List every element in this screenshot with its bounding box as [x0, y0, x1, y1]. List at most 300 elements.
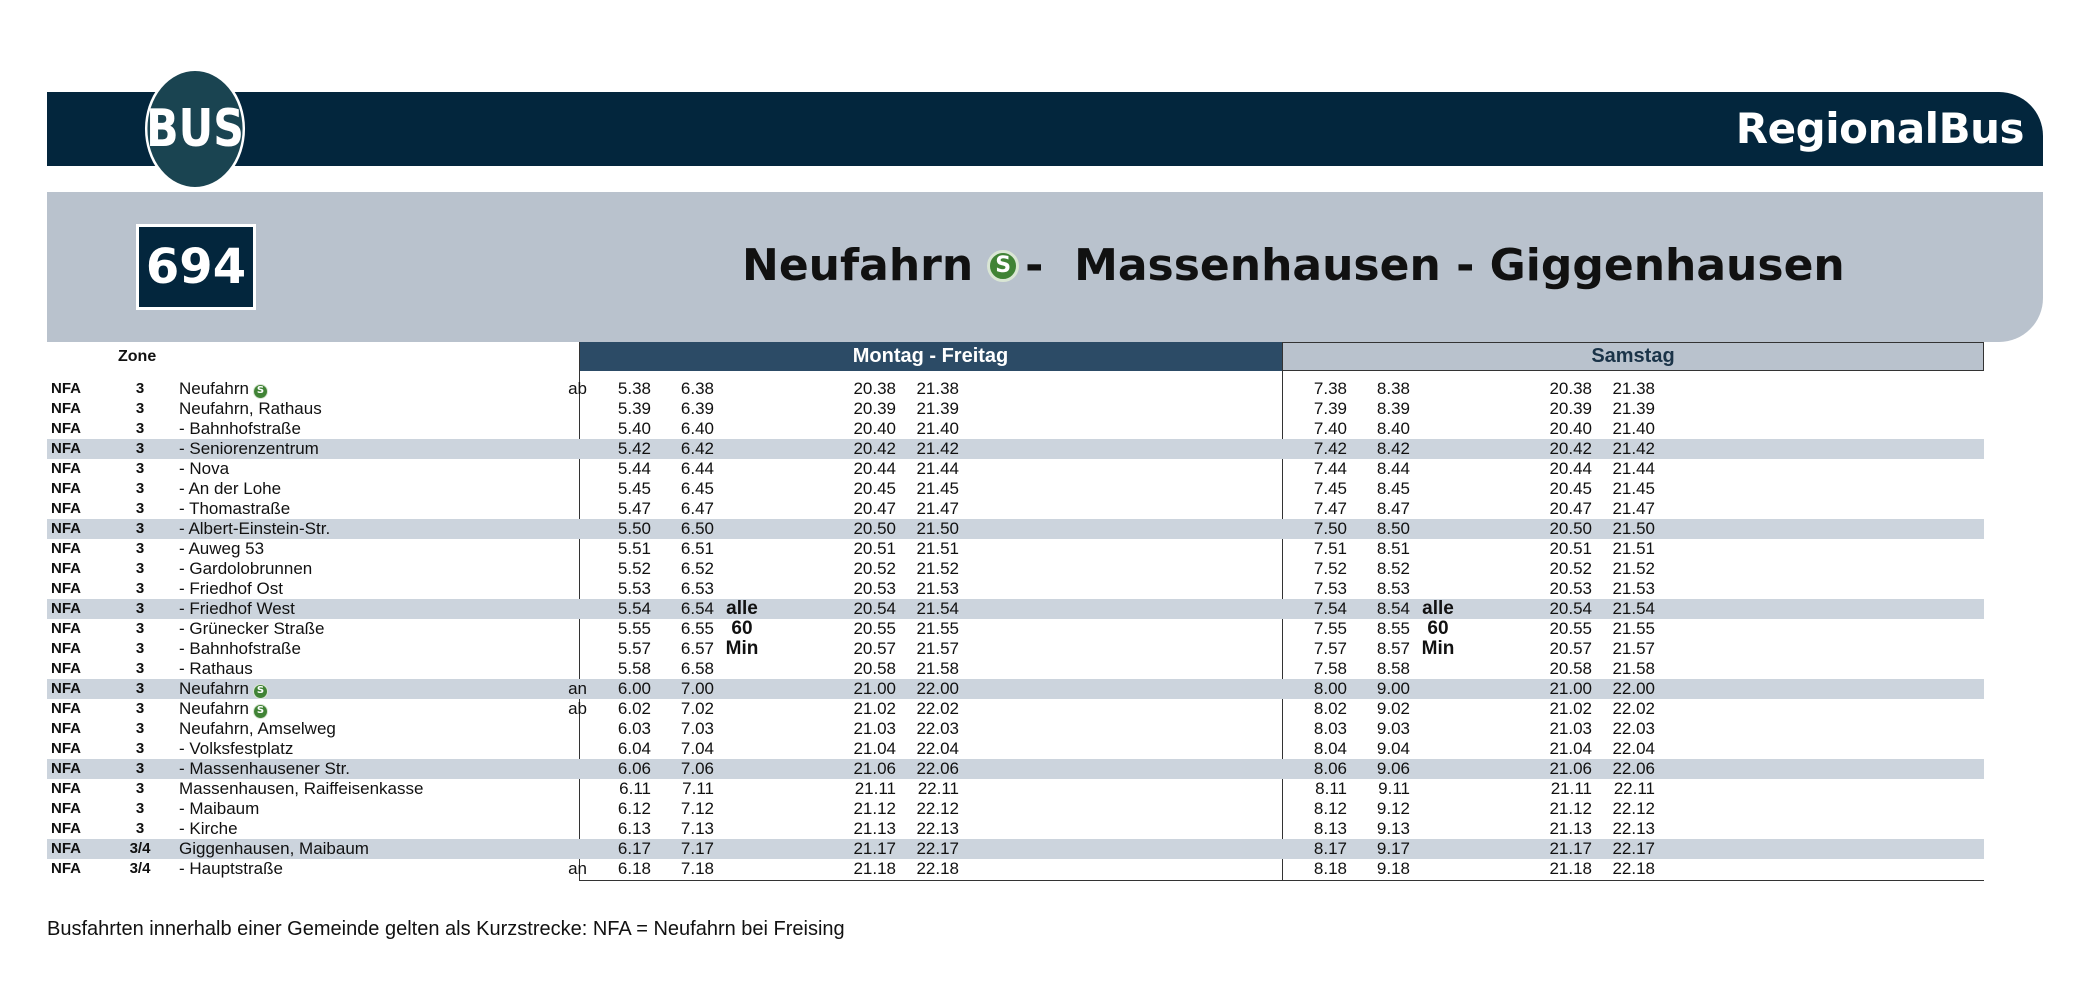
departure-time-weekday: 6.17 [617, 839, 651, 858]
departure-time-saturday: 8.53 [1376, 579, 1410, 598]
departure-time-saturday: 21.47 [1612, 499, 1655, 518]
departure-time-saturday: 21.42 [1612, 439, 1655, 458]
departure-time-weekday: 6.57 [680, 639, 714, 658]
departure-time-saturday: 8.55 [1376, 619, 1410, 638]
municipality-code: NFA [51, 460, 81, 477]
departure-time-weekday: 6.52 [680, 559, 714, 578]
departure-time-saturday: 20.47 [1549, 499, 1592, 518]
departure-time-saturday: 22.04 [1612, 739, 1655, 758]
departure-time-weekday: 22.00 [916, 679, 959, 698]
stop-name: - Friedhof Ost [179, 579, 283, 598]
departure-time-weekday: 21.13 [853, 819, 896, 838]
weekday-header: Montag - Freitag [579, 342, 1282, 371]
departure-time-weekday: 22.06 [916, 759, 959, 778]
table-row [47, 639, 1984, 659]
departure-time-weekday: 5.38 [617, 379, 651, 398]
departure-time-weekday: 21.06 [853, 759, 896, 778]
departure-time-saturday: 20.52 [1549, 559, 1592, 578]
departure-time-saturday: 7.45 [1313, 479, 1347, 498]
departure-time-saturday: 8.38 [1376, 379, 1410, 398]
municipality-code: NFA [51, 560, 81, 577]
timetable-rows [47, 379, 1984, 879]
departure-time-weekday: 6.40 [680, 419, 714, 438]
departure-time-saturday: 7.39 [1313, 399, 1347, 418]
stop-name: - Massenhausener Str. [179, 759, 351, 778]
departure-time-saturday: 22.12 [1612, 799, 1655, 818]
departure-time-weekday: 6.51 [680, 539, 714, 558]
departure-time-weekday: 7.02 [680, 699, 714, 718]
zone-header: Zone [118, 348, 157, 365]
stop-name [179, 699, 268, 719]
zone-value: 3 [135, 720, 145, 737]
departure-time-saturday: 8.40 [1376, 419, 1410, 438]
municipality-code: NFA [51, 420, 81, 437]
interval-note-saturday: Min [1421, 638, 1455, 659]
departure-time-weekday: 5.44 [617, 459, 651, 478]
municipality-code: NFA [51, 680, 81, 697]
departure-time-saturday: 20.58 [1549, 659, 1592, 678]
departure-time-weekday: 5.55 [617, 619, 651, 638]
municipality-code: NFA [51, 640, 81, 657]
departure-time-weekday: 6.38 [680, 379, 714, 398]
table-row [47, 499, 1984, 519]
departure-time-weekday: 5.53 [617, 579, 651, 598]
table-row [47, 479, 1984, 499]
municipality-code: NFA [51, 540, 81, 557]
departure-time-weekday: 6.00 [617, 679, 651, 698]
departure-time-saturday: 8.50 [1376, 519, 1410, 538]
departure-time-saturday: 7.54 [1313, 599, 1347, 618]
departure-time-saturday: 21.04 [1549, 739, 1592, 758]
departure-time-weekday: 7.12 [680, 799, 714, 818]
departure-time-weekday: 21.47 [916, 499, 959, 518]
departure-time-saturday: 21.18 [1549, 859, 1592, 878]
zone-value: 3 [135, 680, 145, 697]
municipality-code: NFA [51, 520, 81, 537]
departure-time-weekday: 6.02 [617, 699, 651, 718]
departure-time-saturday: 21.57 [1612, 639, 1655, 658]
zone-value: 3 [135, 820, 145, 837]
zone-value: 3 [135, 800, 145, 817]
stop-name: Neufahrn, Amselweg [179, 719, 336, 738]
stop-name: Giggenhausen, Maibaum [179, 839, 369, 858]
departure-time-saturday: 9.00 [1376, 679, 1410, 698]
departure-time-saturday: 8.02 [1313, 699, 1347, 718]
departure-time-saturday: 8.39 [1376, 399, 1410, 418]
departure-time-weekday: 20.45 [853, 479, 896, 498]
zone-value: 3 [135, 420, 145, 437]
departure-time-weekday: 21.40 [916, 419, 959, 438]
table-row [47, 519, 1984, 539]
departure-time-saturday: 20.53 [1549, 579, 1592, 598]
municipality-code: NFA [51, 840, 81, 857]
departure-time-saturday: 7.55 [1313, 619, 1347, 638]
table-row [47, 799, 1984, 819]
departure-time-saturday: 9.11 [1378, 779, 1410, 798]
stop-label: Neufahrn [179, 699, 249, 718]
departure-time-weekday: 21.57 [916, 639, 959, 658]
route-rest: - Massenhausen - Giggenhausen [1025, 240, 1845, 291]
departure-time-saturday: 21.06 [1549, 759, 1592, 778]
departure-time-saturday: 22.03 [1612, 719, 1655, 738]
departure-time-saturday: 8.11 [1315, 779, 1347, 798]
table-row [47, 399, 1984, 419]
sbahn-icon: S [253, 704, 268, 719]
zone-value: 3 [135, 540, 145, 557]
departure-time-weekday: 7.03 [680, 719, 714, 738]
table-row [47, 739, 1984, 759]
departure-time-saturday: 20.50 [1549, 519, 1592, 538]
departure-time-weekday: 21.17 [853, 839, 896, 858]
departure-time-weekday: 22.13 [916, 819, 959, 838]
departure-time-weekday: 22.12 [916, 799, 959, 818]
stop-label: Neufahrn [179, 679, 249, 698]
departure-time-saturday: 22.11 [1613, 779, 1655, 798]
departure-time-saturday: 21.17 [1549, 839, 1592, 858]
direction-marker: an [568, 859, 587, 878]
departure-time-saturday: 8.03 [1313, 719, 1347, 738]
departure-time-saturday: 22.18 [1612, 859, 1655, 878]
departure-time-weekday: 21.55 [916, 619, 959, 638]
departure-time-weekday: 20.50 [853, 519, 896, 538]
departure-time-saturday: 21.03 [1549, 719, 1592, 738]
departure-time-saturday: 7.50 [1313, 519, 1347, 538]
table-row [47, 779, 1984, 799]
departure-time-saturday: 8.04 [1313, 739, 1347, 758]
zone-value: 3 [135, 500, 145, 517]
departure-time-weekday: 5.40 [617, 419, 651, 438]
departure-time-saturday: 8.58 [1376, 659, 1410, 678]
municipality-code: NFA [51, 800, 81, 817]
departure-time-weekday: 21.04 [853, 739, 896, 758]
departure-time-saturday: 21.39 [1612, 399, 1655, 418]
departure-time-saturday: 7.40 [1313, 419, 1347, 438]
municipality-code: NFA [51, 580, 81, 597]
brand-name: RegionalBus [1735, 104, 2024, 153]
departure-time-saturday: 21.44 [1612, 459, 1655, 478]
departure-time-weekday: 5.57 [617, 639, 651, 658]
table-row [47, 719, 1984, 739]
departure-time-saturday: 8.42 [1376, 439, 1410, 458]
line-number-badge: 694 [136, 224, 256, 310]
departure-time-weekday: 6.18 [617, 859, 651, 878]
municipality-code: NFA [51, 780, 81, 797]
municipality-code: NFA [51, 480, 81, 497]
table-row [47, 559, 1984, 579]
departure-time-saturday: 9.17 [1376, 839, 1410, 858]
zone-value: 3 [135, 440, 145, 457]
stop-name: - Kirche [179, 819, 238, 838]
departure-time-weekday: 6.03 [617, 719, 651, 738]
departure-time-weekday: 22.02 [916, 699, 959, 718]
departure-time-weekday: 22.03 [916, 719, 959, 738]
departure-time-saturday: 7.57 [1313, 639, 1347, 658]
departure-time-weekday: 21.42 [916, 439, 959, 458]
departure-time-weekday: 5.42 [617, 439, 651, 458]
departure-time-weekday: 6.44 [680, 459, 714, 478]
departure-time-saturday: 9.04 [1376, 739, 1410, 758]
departure-time-saturday: 8.17 [1313, 839, 1347, 858]
route-from: Neufahrn [742, 240, 974, 291]
departure-time-weekday: 21.03 [853, 719, 896, 738]
departure-time-saturday: 9.12 [1376, 799, 1410, 818]
departure-time-weekday: 6.12 [617, 799, 651, 818]
departure-time-weekday: 6.06 [617, 759, 651, 778]
direction-marker: ab [568, 699, 587, 718]
departure-time-weekday: 6.54 [680, 599, 714, 618]
departure-time-saturday: 22.02 [1612, 699, 1655, 718]
sbahn-icon: S [987, 250, 1019, 282]
departure-time-weekday: 20.52 [853, 559, 896, 578]
stop-name: - Thomastraße [179, 499, 291, 518]
departure-time-saturday: 8.13 [1313, 819, 1347, 838]
departure-time-weekday: 22.17 [916, 839, 959, 858]
municipality-code: NFA [51, 660, 81, 677]
departure-time-weekday: 7.18 [680, 859, 714, 878]
footnote: Busfahrten innerhalb einer Gemeinde gelten als Kurzstrecke: NFA = Neufahrn bei Freising [47, 918, 845, 940]
departure-time-saturday: 20.54 [1549, 599, 1592, 618]
departure-time-saturday: 21.53 [1612, 579, 1655, 598]
table-row [47, 579, 1984, 599]
stop-name [179, 679, 268, 699]
stop-name: Neufahrn, Rathaus [179, 399, 322, 418]
table-row [47, 539, 1984, 559]
stop-name [179, 379, 268, 399]
departure-time-saturday: 8.52 [1376, 559, 1410, 578]
departure-time-weekday: 21.39 [916, 399, 959, 418]
municipality-code: NFA [51, 700, 81, 717]
departure-time-weekday: 6.47 [680, 499, 714, 518]
departure-time-saturday: 21.51 [1612, 539, 1655, 558]
departure-time-weekday: 21.00 [853, 679, 896, 698]
departure-time-weekday: 6.39 [680, 399, 714, 418]
departure-time-weekday: 22.04 [916, 739, 959, 758]
departure-time-weekday: 5.54 [617, 599, 651, 618]
departure-time-saturday: 20.55 [1549, 619, 1592, 638]
departure-time-weekday: 20.53 [853, 579, 896, 598]
zone-value: 3 [135, 560, 145, 577]
municipality-code: NFA [51, 440, 81, 457]
stop-name: - Albert-Einstein-Str. [179, 519, 331, 538]
stop-name: - Nova [179, 459, 230, 478]
table-row [47, 419, 1984, 439]
departure-time-saturday: 8.45 [1376, 479, 1410, 498]
municipality-code: NFA [51, 760, 81, 777]
departure-time-saturday: 8.12 [1313, 799, 1347, 818]
departure-time-weekday: 21.58 [916, 659, 959, 678]
departure-time-saturday: 22.17 [1612, 839, 1655, 858]
departure-time-saturday: 22.00 [1612, 679, 1655, 698]
departure-time-weekday: 6.50 [680, 519, 714, 538]
departure-time-saturday: 22.13 [1612, 819, 1655, 838]
departure-time-weekday: 20.42 [853, 439, 896, 458]
departure-time-weekday: 22.18 [916, 859, 959, 878]
departure-time-saturday: 21.12 [1549, 799, 1592, 818]
departure-time-weekday: 6.45 [680, 479, 714, 498]
departure-time-saturday: 7.47 [1313, 499, 1347, 518]
stop-name: - Seniorenzentrum [179, 439, 319, 458]
departure-time-saturday: 7.44 [1313, 459, 1347, 478]
departure-time-weekday: 20.55 [853, 619, 896, 638]
table-row [47, 859, 1984, 879]
departure-time-weekday: 21.53 [916, 579, 959, 598]
departure-time-saturday: 21.40 [1612, 419, 1655, 438]
departure-time-weekday: 6.58 [680, 659, 714, 678]
interval-note-saturday: 60 [1427, 618, 1449, 639]
saturday-header: Samstag [1282, 342, 1984, 371]
departure-time-weekday: 21.02 [853, 699, 896, 718]
stop-name: - Bahnhofstraße [179, 419, 301, 438]
departure-time-weekday: 6.13 [617, 819, 651, 838]
departure-time-weekday: 7.00 [680, 679, 714, 698]
departure-time-weekday: 7.13 [680, 819, 714, 838]
departure-time-weekday: 21.50 [916, 519, 959, 538]
direction-marker: ab [568, 379, 587, 398]
departure-time-saturday: 21.45 [1612, 479, 1655, 498]
departure-time-saturday: 20.38 [1549, 379, 1592, 398]
table-row [47, 599, 1984, 619]
zone-value: 3 [135, 580, 145, 597]
departure-time-saturday: 7.52 [1313, 559, 1347, 578]
departure-time-weekday: 6.04 [617, 739, 651, 758]
departure-time-saturday: 8.57 [1376, 639, 1410, 658]
departure-time-weekday: 5.58 [617, 659, 651, 678]
departure-time-saturday: 9.06 [1376, 759, 1410, 778]
direction-marker: an [568, 679, 587, 698]
departure-time-saturday: 20.51 [1549, 539, 1592, 558]
departure-time-saturday: 8.44 [1376, 459, 1410, 478]
departure-time-saturday: 9.13 [1376, 819, 1410, 838]
departure-time-weekday: 20.51 [853, 539, 896, 558]
interval-note-weekday: Min [725, 638, 759, 659]
departure-time-saturday: 8.47 [1376, 499, 1410, 518]
departure-time-weekday: 5.47 [617, 499, 651, 518]
departure-time-saturday: 7.53 [1313, 579, 1347, 598]
stop-name: - An der Lohe [179, 479, 282, 498]
departure-time-weekday: 6.53 [680, 579, 714, 598]
departure-time-weekday: 21.51 [916, 539, 959, 558]
interval-note-saturday: alle [1422, 598, 1454, 619]
sbahn-icon: S [253, 684, 268, 699]
departure-time-weekday: 7.04 [680, 739, 714, 758]
departure-time-weekday: 21.18 [853, 859, 896, 878]
interval-note-weekday: alle [726, 598, 758, 619]
table-bottom-rule [579, 880, 1984, 881]
table-row [47, 379, 1984, 399]
zone-value: 3 [135, 640, 145, 657]
departure-time-weekday: 21.38 [916, 379, 959, 398]
departure-time-weekday: 6.11 [619, 779, 651, 798]
departure-time-weekday: 6.55 [680, 619, 714, 638]
zone-value: 3 [135, 760, 145, 777]
zone-value: 3 [135, 740, 145, 757]
departure-time-saturday: 21.38 [1612, 379, 1655, 398]
departure-time-saturday: 8.18 [1313, 859, 1347, 878]
table-row [47, 759, 1984, 779]
departure-time-weekday: 20.40 [853, 419, 896, 438]
departure-time-weekday: 6.42 [680, 439, 714, 458]
municipality-code: NFA [51, 860, 81, 877]
departure-time-saturday: 8.00 [1313, 679, 1347, 698]
zone-value: 3 [135, 620, 145, 637]
departure-time-weekday: 22.11 [917, 779, 959, 798]
departure-time-saturday: 20.39 [1549, 399, 1592, 418]
departure-time-weekday: 5.51 [617, 539, 651, 558]
stop-name: - Auweg 53 [179, 539, 265, 558]
zone-value: 3 [135, 480, 145, 497]
table-row [47, 839, 1984, 859]
stop-label: Neufahrn [179, 379, 249, 398]
departure-time-saturday: 9.18 [1376, 859, 1410, 878]
departure-time-saturday: 21.50 [1612, 519, 1655, 538]
route-title [742, 240, 1845, 291]
municipality-code: NFA [51, 600, 81, 617]
departure-time-weekday: 20.38 [853, 379, 896, 398]
departure-time-saturday: 20.57 [1549, 639, 1592, 658]
departure-time-saturday: 21.55 [1612, 619, 1655, 638]
departure-time-saturday: 7.42 [1313, 439, 1347, 458]
departure-time-weekday: 20.47 [853, 499, 896, 518]
departure-time-weekday: 7.11 [682, 779, 714, 798]
departure-time-saturday: 7.58 [1313, 659, 1347, 678]
municipality-code: NFA [51, 720, 81, 737]
zone-value: 3 [135, 380, 145, 397]
municipality-code: NFA [51, 500, 81, 517]
departure-time-weekday: 7.17 [680, 839, 714, 858]
departure-time-weekday: 21.11 [854, 779, 896, 798]
municipality-code: NFA [51, 740, 81, 757]
departure-time-weekday: 20.58 [853, 659, 896, 678]
table-row [47, 659, 1984, 679]
stop-name: - Bahnhofstraße [179, 639, 301, 658]
departure-time-saturday: 21.02 [1549, 699, 1592, 718]
municipality-code: NFA [51, 380, 81, 397]
bus-logo: BUS [145, 68, 245, 190]
table-row [47, 619, 1984, 639]
table-row [47, 679, 1984, 699]
table-row [47, 699, 1984, 719]
departure-time-saturday: 9.02 [1376, 699, 1410, 718]
departure-time-weekday: 21.12 [853, 799, 896, 818]
departure-time-saturday: 20.44 [1549, 459, 1592, 478]
stop-name: - Friedhof West [179, 599, 295, 618]
departure-time-saturday: 21.52 [1612, 559, 1655, 578]
municipality-code: NFA [51, 620, 81, 637]
stop-name: - Grünecker Straße [179, 619, 325, 638]
departure-time-saturday: 21.58 [1612, 659, 1655, 678]
departure-time-saturday: 21.11 [1550, 779, 1592, 798]
interval-note-weekday: 60 [731, 618, 753, 639]
departure-time-weekday: 21.54 [916, 599, 959, 618]
departure-time-weekday: 20.44 [853, 459, 896, 478]
zone-value: 3 [135, 400, 145, 417]
table-row [47, 819, 1984, 839]
zone-value: 3/4 [129, 860, 151, 877]
departure-time-weekday: 5.50 [617, 519, 651, 538]
departure-time-weekday: 5.52 [617, 559, 651, 578]
stop-name: - Hauptstraße [179, 859, 283, 878]
departure-time-saturday: 20.40 [1549, 419, 1592, 438]
departure-time-saturday: 9.03 [1376, 719, 1410, 738]
departure-time-saturday: 21.13 [1549, 819, 1592, 838]
sbahn-icon: S [253, 384, 268, 399]
stop-name: - Rathaus [179, 659, 253, 678]
departure-time-weekday: 21.44 [916, 459, 959, 478]
zone-value: 3 [135, 520, 145, 537]
stop-name: - Maibaum [179, 799, 260, 818]
zone-value: 3/4 [129, 840, 151, 857]
departure-time-saturday: 20.45 [1549, 479, 1592, 498]
